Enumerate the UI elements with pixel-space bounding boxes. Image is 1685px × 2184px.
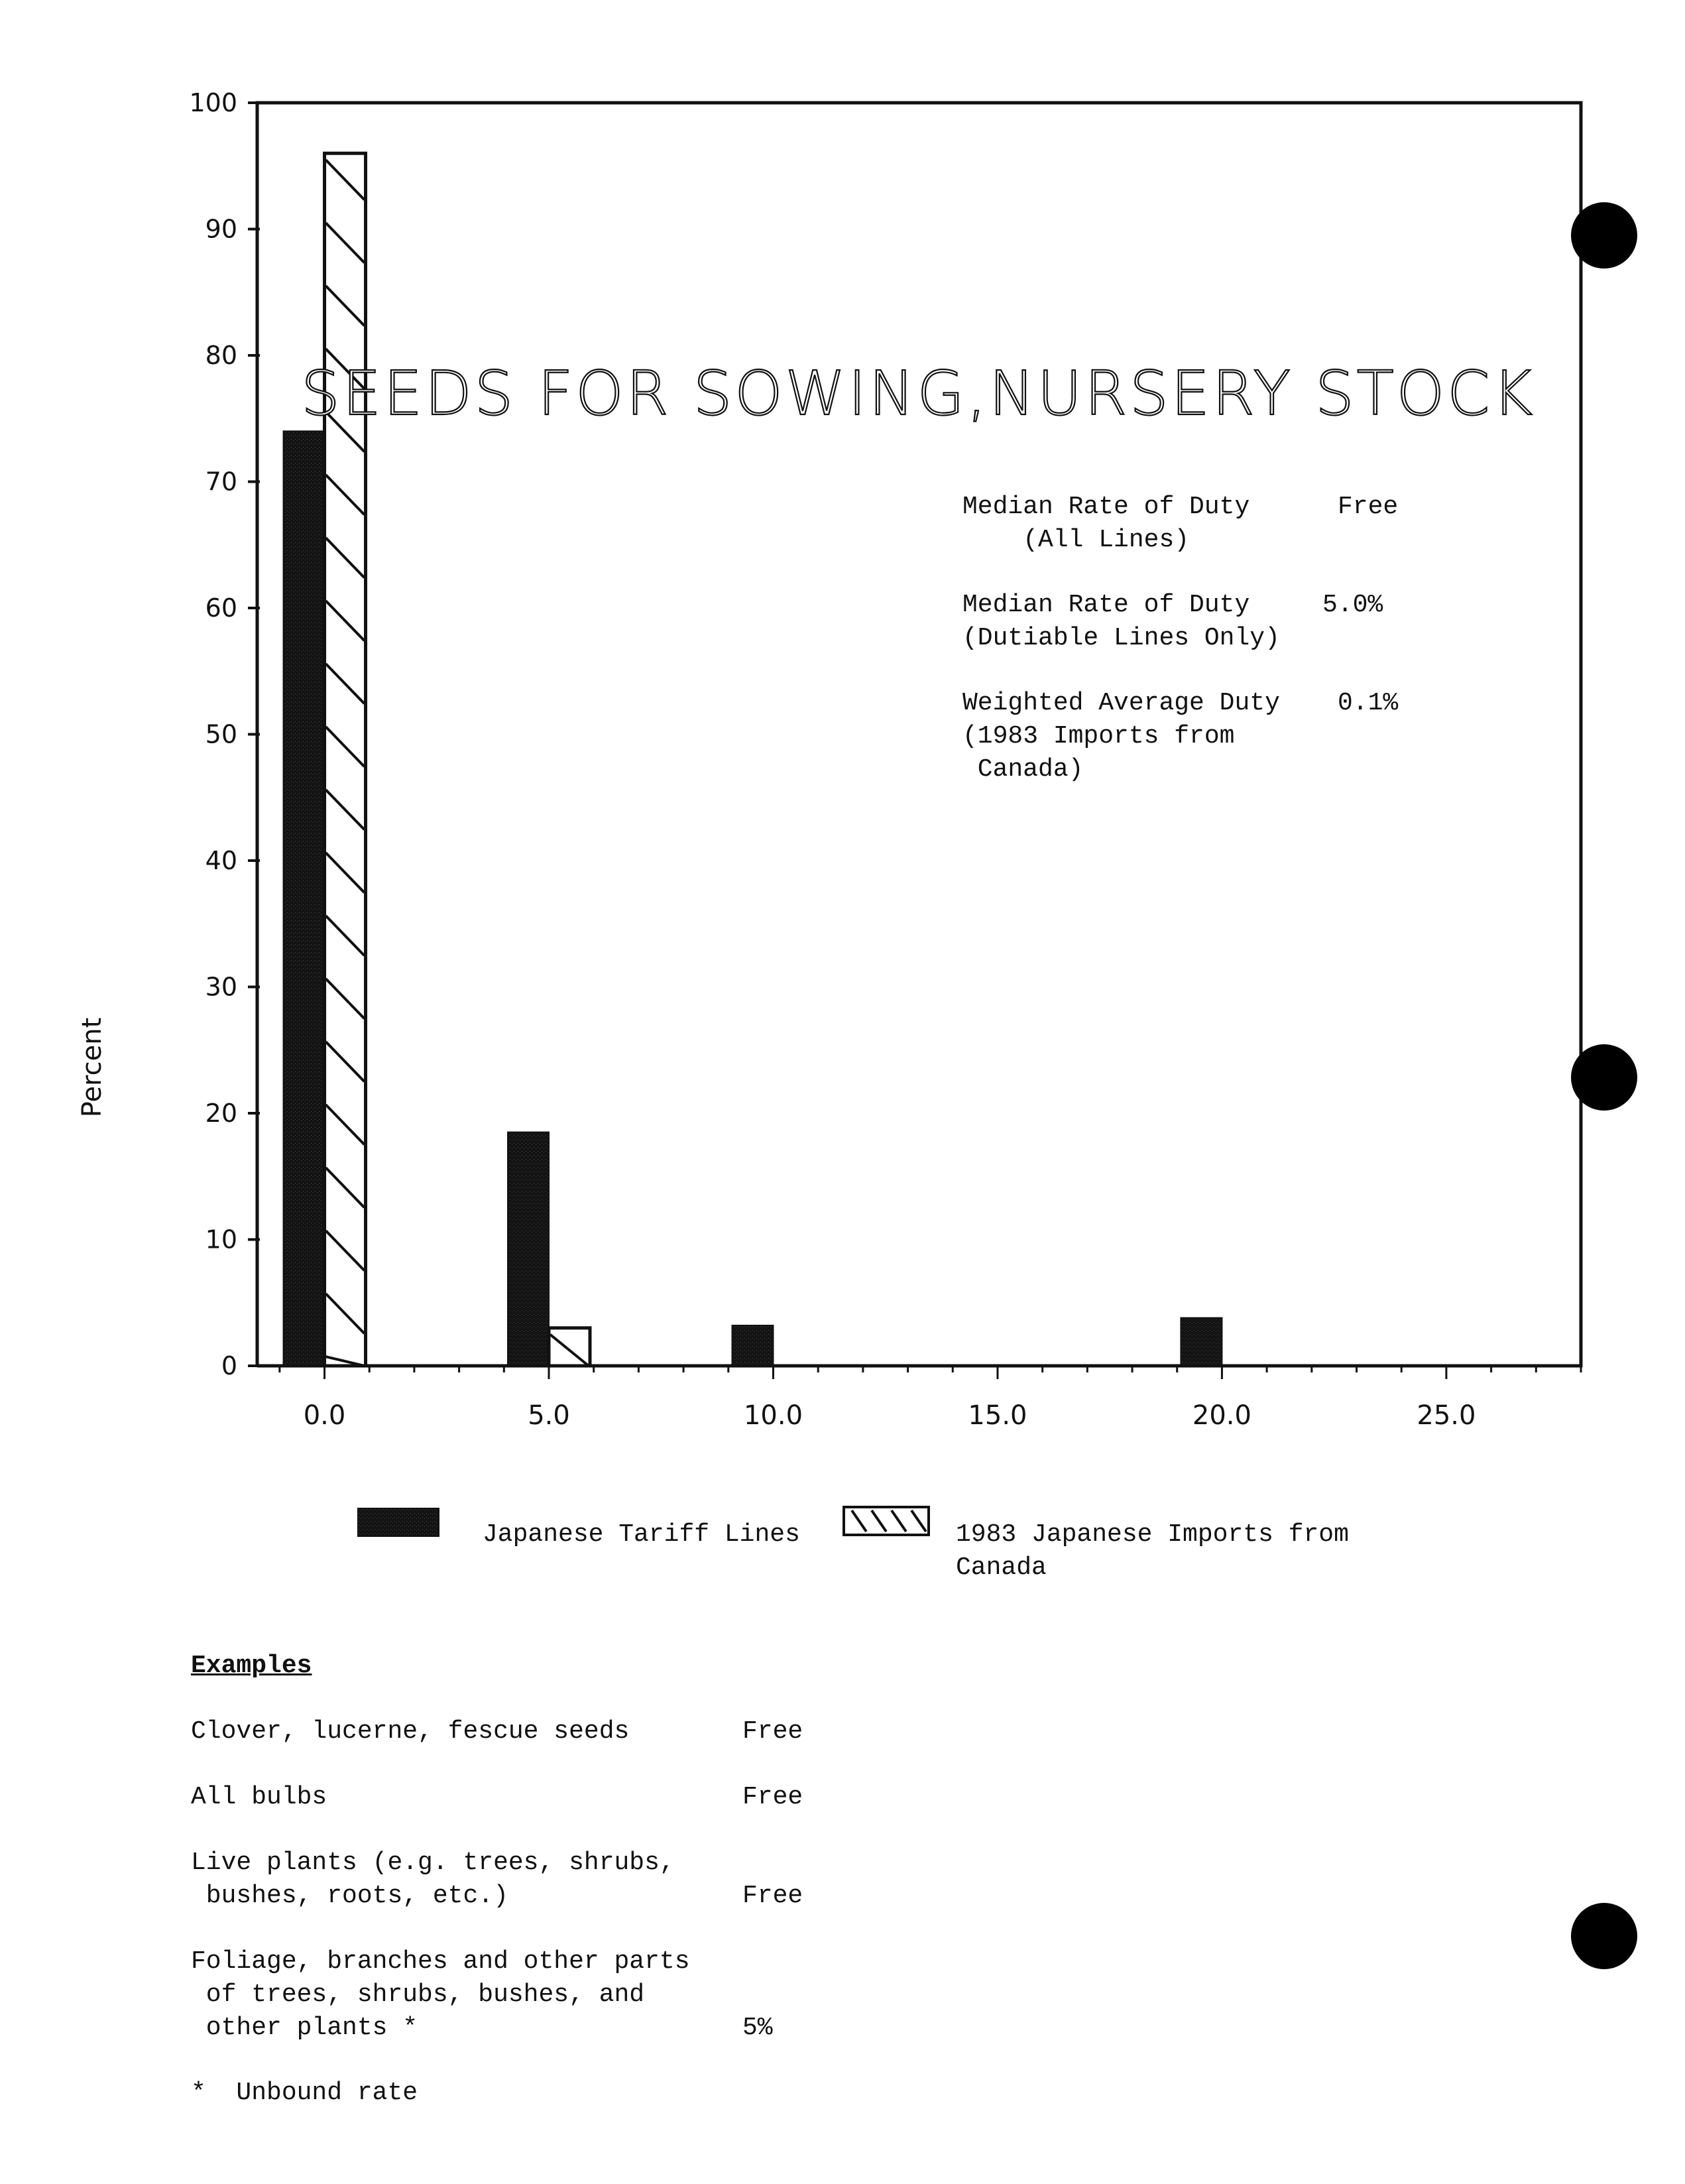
y-tick-label: 100	[189, 88, 237, 117]
example-item-text: Foliage, branches and other parts of trees, shrubs, bushes, and other plants *	[191, 1947, 690, 2042]
y-tick-label: 70	[205, 467, 237, 497]
x-tick-label: 25.0	[1417, 1400, 1476, 1431]
examples-heading: Examples	[191, 1652, 312, 1680]
stat-label-median-dutiable: Median Rate of Duty (Dutiable Lines Only)	[962, 591, 1280, 652]
example-item-text: Live plants (e.g. trees, shrubs, bushes, roots, etc.)	[191, 1849, 675, 1910]
bar-tariff-lines	[1181, 1318, 1222, 1366]
bar-tariff-lines	[732, 1325, 773, 1366]
example-item-text: Clover, lucerne, fescue seeds	[191, 1717, 630, 1746]
x-tick-label: 0.0	[303, 1400, 346, 1431]
footnote: * Unbound rate	[191, 2079, 418, 2107]
bar-imports-canada	[325, 153, 366, 1366]
x-tick-label: 10.0	[743, 1400, 803, 1431]
y-tick-label: 90	[205, 214, 237, 244]
chart-title: SEEDS FOR SOWING,NURSERY STOCK	[301, 358, 1535, 429]
y-tick-label: 10	[205, 1225, 237, 1254]
binder-hole	[1571, 202, 1637, 269]
x-axis	[280, 1366, 1581, 1431]
x-tick-label: 15.0	[968, 1400, 1027, 1431]
y-axis	[189, 88, 260, 1380]
bar-imports-outline	[549, 1328, 590, 1366]
binder-hole	[1571, 1044, 1637, 1111]
legend-swatch-imports	[844, 1507, 929, 1535]
y-axis-label: Percent	[77, 1017, 107, 1118]
y-tick-label: 20	[205, 1099, 237, 1128]
legend-label-tariff-lines: Japanese Tariff Lines	[483, 1520, 800, 1549]
bar-imports-outline	[325, 153, 366, 1366]
y-tick-label: 80	[205, 341, 237, 370]
legend-label-imports-line1: 1983 Japanese Imports from	[956, 1520, 1349, 1549]
stat-value-weighted-average: 0.1%	[1338, 689, 1399, 717]
stat-label-median-all: Median Rate of Duty (All Lines)	[962, 493, 1250, 554]
x-tick-label: 20.0	[1192, 1400, 1251, 1431]
example-item-rate: Free	[742, 1882, 803, 1910]
legend-swatch-tariff-lines	[358, 1508, 439, 1536]
stat-label-weighted-average: Weighted Average Duty (1983 Imports from Canada)	[962, 689, 1280, 784]
example-item-rate: Free	[742, 1783, 803, 1811]
stat-value-median-dutiable: 5.0%	[1322, 591, 1383, 619]
stat-value-median-all: Free	[1338, 493, 1399, 521]
bar-tariff-lines	[284, 431, 325, 1366]
example-item-text: All bulbs	[191, 1783, 327, 1811]
legend-label-imports-line2: Canada	[956, 1553, 1047, 1582]
binder-hole	[1571, 1903, 1637, 1969]
x-tick-label: 5.0	[528, 1400, 570, 1431]
plot-frame	[257, 103, 1581, 1366]
y-tick-label: 40	[205, 846, 237, 875]
bar-tariff-lines	[508, 1132, 549, 1366]
bar-imports-canada	[549, 1328, 590, 1366]
y-tick-label: 30	[205, 972, 237, 1002]
y-tick-label: 0	[221, 1351, 237, 1380]
example-item-rate: Free	[742, 1717, 803, 1746]
y-tick-label: 60	[205, 593, 237, 623]
example-item-rate: 5%	[742, 2014, 773, 2042]
plot-border	[257, 103, 1581, 1366]
y-tick-label: 50	[205, 719, 237, 749]
